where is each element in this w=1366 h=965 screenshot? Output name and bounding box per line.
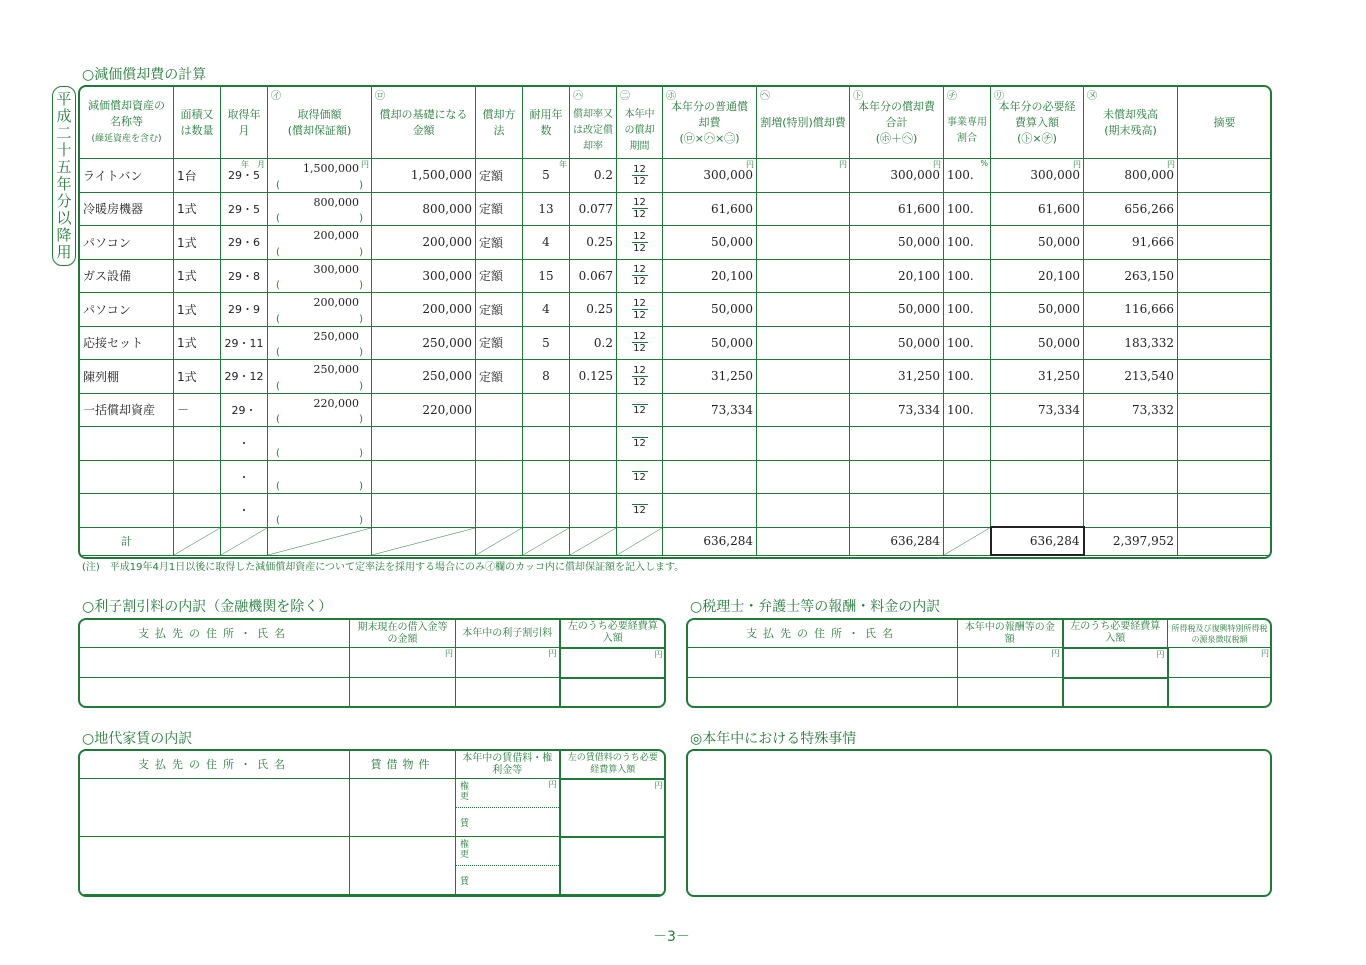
normal-cell[interactable]: 50,000: [663, 293, 757, 327]
total-cell[interactable]: 50,000: [850, 293, 944, 327]
special-cell[interactable]: [757, 192, 850, 226]
basis-cell[interactable]: 220,000: [372, 393, 476, 427]
depreciation-row: [80, 293, 1272, 327]
fees-col-withholding: 所得税及び復興特別所得税の源泉徴収税額: [1168, 620, 1272, 648]
necessary-cell[interactable]: 50,000: [991, 293, 1084, 327]
header-acq-cost: ㋑ 取得価額 (償却保証額): [268, 87, 372, 159]
rate-cell[interactable]: [570, 393, 617, 427]
remaining-cell[interactable]: [1084, 494, 1178, 528]
months-cell[interactable]: 12 12: [617, 159, 663, 193]
acq-date-cell[interactable]: 29・: [221, 393, 268, 427]
special-circumstances-box[interactable]: [686, 749, 1272, 897]
rent-col-rent: 本年中の賃借料・権利金等: [456, 751, 560, 779]
months-cell[interactable]: 12: [617, 393, 663, 427]
biz-cell[interactable]: 100.: [944, 192, 991, 226]
interest-title: ○利子割引料の内訳（金融機関を除く）: [82, 599, 333, 615]
acq-date-cell[interactable]: 29・5: [221, 192, 268, 226]
asset-name-cell[interactable]: パソコン: [80, 226, 174, 260]
depreciation-row: [80, 360, 1272, 394]
life-cell[interactable]: 年 5: [523, 159, 570, 193]
header-special: ㋬ 割増(特別)償却費: [757, 87, 850, 159]
interest-balance-cell[interactable]: 円: [350, 648, 456, 678]
life-cell[interactable]: 15: [523, 259, 570, 293]
biz-cell[interactable]: [944, 460, 991, 494]
months-cell[interactable]: 12: [617, 460, 663, 494]
method-cell[interactable]: [476, 494, 523, 528]
fees-necessary-cell[interactable]: [1063, 678, 1168, 708]
remarks-cell[interactable]: [1178, 460, 1272, 494]
asset-name-cell[interactable]: [80, 427, 174, 461]
rate-cell[interactable]: [570, 460, 617, 494]
rent-chin-label: 賃: [460, 819, 470, 829]
rent-col-property: 賃借物件: [350, 751, 456, 779]
method-cell[interactable]: 定額: [476, 192, 523, 226]
fees-col-amount: 本年中の報酬等の金額: [958, 620, 1063, 648]
months-cell[interactable]: 12 12: [617, 192, 663, 226]
normal-cell[interactable]: 61,600: [663, 192, 757, 226]
total-remarks: [1178, 527, 1272, 555]
normal-cell[interactable]: 20,100: [663, 259, 757, 293]
total-cell[interactable]: [850, 427, 944, 461]
interest-col-necessary: 左のうち必要経費算入額: [560, 620, 666, 648]
rent-necessary-cell[interactable]: 円: [560, 779, 666, 837]
remaining-cell[interactable]: 91,666: [1084, 226, 1178, 260]
method-cell[interactable]: 定額: [476, 360, 523, 394]
rate-cell[interactable]: 0.125: [570, 360, 617, 394]
interest-interest-cell[interactable]: [456, 678, 560, 708]
depreciation-note: (注) 平成19年4月1日以後に取得した減価償却資産について定率法を採用する場合にのみ㋑欄のカッコ内に償却保証額を記入します。: [82, 562, 685, 573]
total-diag-life: [523, 527, 570, 555]
rent-table-frame: [78, 749, 666, 897]
acq-cost-cell[interactable]: ( ): [268, 494, 372, 528]
depreciation-row: [80, 393, 1272, 427]
remaining-cell[interactable]: 656,266: [1084, 192, 1178, 226]
asset-name-cell[interactable]: パソコン: [80, 293, 174, 327]
months-cell[interactable]: 12 12: [617, 326, 663, 360]
remaining-cell[interactable]: 183,332: [1084, 326, 1178, 360]
remarks-cell[interactable]: [1178, 393, 1272, 427]
asset-name-cell[interactable]: ライトバン: [80, 159, 174, 193]
necessary-cell[interactable]: 73,334: [991, 393, 1084, 427]
acq-date-cell[interactable]: ・: [221, 494, 268, 528]
fees-payee-cell[interactable]: [688, 648, 958, 678]
page-number: －3－: [653, 929, 690, 945]
life-cell[interactable]: [523, 393, 570, 427]
asset-name-cell[interactable]: 一括償却資産: [80, 393, 174, 427]
rent-amount-cell[interactable]: [456, 837, 560, 895]
months-cell[interactable]: 12 12: [617, 360, 663, 394]
months-cell[interactable]: 12 12: [617, 293, 663, 327]
life-cell[interactable]: [523, 494, 570, 528]
rent-payee-cell[interactable]: [80, 779, 350, 837]
remaining-cell[interactable]: [1084, 460, 1178, 494]
life-cell[interactable]: 4: [523, 293, 570, 327]
asset-name-cell[interactable]: 応接セット: [80, 326, 174, 360]
form-edition-chars: 平 成 二 十 五 年 分 以 降 用: [56, 90, 72, 261]
normal-cell[interactable]: 73,334: [663, 393, 757, 427]
biz-cell[interactable]: [944, 494, 991, 528]
interest-interest-cell[interactable]: 円: [456, 648, 560, 678]
fees-table: [687, 619, 1272, 708]
total-normal: 636,284: [663, 527, 757, 555]
total-diag-basis: [372, 527, 476, 555]
total-cell[interactable]: 円 300,000: [850, 159, 944, 193]
total-cell[interactable]: 31,250: [850, 360, 944, 394]
fees-col-payee: 支払先の住所・氏名: [688, 620, 958, 648]
remarks-cell[interactable]: [1178, 226, 1272, 260]
header-biz: ㋠ 事業専用割合: [944, 87, 991, 159]
fees-row: [688, 678, 1272, 708]
remaining-cell[interactable]: 263,150: [1084, 259, 1178, 293]
biz-cell[interactable]: 100.: [944, 393, 991, 427]
method-cell[interactable]: [476, 427, 523, 461]
necessary-cell[interactable]: [991, 427, 1084, 461]
asset-name-cell[interactable]: 陳列棚: [80, 360, 174, 394]
header-rate: ㋩ 償却率又は改定償却率: [570, 87, 617, 159]
fees-col-necessary: 左のうち必要経費算入額: [1063, 620, 1168, 648]
method-cell[interactable]: [476, 460, 523, 494]
special-title: ◎本年中における特殊事情: [690, 731, 857, 747]
asset-name-cell[interactable]: [80, 494, 174, 528]
depreciation-table-frame: [78, 85, 1272, 559]
remarks-cell[interactable]: [1178, 159, 1272, 193]
acq-cost-cell[interactable]: 800,000 ( ): [268, 192, 372, 226]
rent-kenri-label: 権更: [460, 782, 470, 802]
interest-row: [80, 678, 666, 708]
life-cell[interactable]: 4: [523, 226, 570, 260]
acq-date-cell[interactable]: 29・11: [221, 326, 268, 360]
remarks-cell[interactable]: [1178, 360, 1272, 394]
interest-necessary-cell[interactable]: [560, 678, 666, 708]
necessary-cell[interactable]: 50,000: [991, 326, 1084, 360]
header-basis: ㋺ 償却の基礎になる金額: [372, 87, 476, 159]
total-necessary: 636,284: [991, 527, 1084, 555]
special-cell[interactable]: [757, 460, 850, 494]
months-cell[interactable]: 12: [617, 494, 663, 528]
interest-necessary-cell[interactable]: 円: [560, 648, 666, 678]
biz-cell[interactable]: % 100.: [944, 159, 991, 193]
total-diag-date: [221, 527, 268, 555]
biz-cell[interactable]: 100.: [944, 226, 991, 260]
rent-row: [80, 837, 666, 895]
acq-date-cell[interactable]: 29・6: [221, 226, 268, 260]
necessary-cell[interactable]: [991, 460, 1084, 494]
acq-cost-cell[interactable]: 220,000 ( ): [268, 393, 372, 427]
life-cell[interactable]: 8: [523, 360, 570, 394]
remarks-cell[interactable]: [1178, 293, 1272, 327]
rent-property-cell[interactable]: [350, 779, 456, 837]
fees-amount-cell[interactable]: [958, 678, 1063, 708]
normal-cell[interactable]: [663, 460, 757, 494]
normal-cell[interactable]: [663, 494, 757, 528]
basis-cell[interactable]: 300,000: [372, 259, 476, 293]
basis-cell[interactable]: [372, 460, 476, 494]
acq-date-cell[interactable]: ・: [221, 460, 268, 494]
acq-cost-cell[interactable]: 250,000 ( ): [268, 326, 372, 360]
method-cell[interactable]: [476, 393, 523, 427]
total-diag-rate: [570, 527, 617, 555]
acq-cost-cell[interactable]: 200,000 ( ): [268, 293, 372, 327]
fees-necessary-cell[interactable]: 円: [1063, 648, 1168, 678]
fees-withholding-cell[interactable]: 円: [1168, 648, 1272, 678]
rate-cell[interactable]: 0.2: [570, 326, 617, 360]
qty-cell[interactable]: 1式: [174, 293, 221, 327]
total-cell[interactable]: [850, 494, 944, 528]
rent-property-cell[interactable]: [350, 837, 456, 895]
depreciation-row: [80, 259, 1272, 293]
total-diag-qty: [174, 527, 221, 555]
remarks-cell[interactable]: [1178, 494, 1272, 528]
depreciation-row: [80, 192, 1272, 226]
basis-cell[interactable]: 200,000: [372, 226, 476, 260]
necessary-cell[interactable]: 20,100: [991, 259, 1084, 293]
depreciation-row: [80, 427, 1272, 461]
rent-table: [79, 750, 666, 895]
rate-cell[interactable]: [570, 494, 617, 528]
basis-cell[interactable]: 200,000: [372, 293, 476, 327]
necessary-cell[interactable]: 円 300,000: [991, 159, 1084, 193]
qty-cell[interactable]: 1式: [174, 326, 221, 360]
special-cell[interactable]: [757, 393, 850, 427]
basis-cell[interactable]: 250,000: [372, 360, 476, 394]
acq-cost-cell[interactable]: 1,500,000 ( ) 円: [268, 159, 372, 193]
depreciation-header-row: [80, 87, 1272, 159]
total-diag-biz: [944, 527, 991, 555]
rent-necessary-cell[interactable]: [560, 837, 666, 895]
remarks-cell[interactable]: [1178, 427, 1272, 461]
header-area-qty: 面積又は数量: [174, 87, 221, 159]
remarks-cell[interactable]: [1178, 326, 1272, 360]
interest-table: [79, 619, 666, 708]
normal-cell[interactable]: 31,250: [663, 360, 757, 394]
normal-cell[interactable]: 円 300,000: [663, 159, 757, 193]
rent-chin-label: 賃: [460, 877, 470, 887]
special-cell[interactable]: [757, 360, 850, 394]
rate-cell[interactable]: [570, 427, 617, 461]
rate-cell[interactable]: 0.067: [570, 259, 617, 293]
qty-cell[interactable]: [174, 460, 221, 494]
rent-col-necessary: 左の賃借料のうち必要経費算入額: [560, 751, 666, 779]
necessary-cell[interactable]: 61,600: [991, 192, 1084, 226]
special-cell[interactable]: [757, 259, 850, 293]
necessary-cell[interactable]: 31,250: [991, 360, 1084, 394]
acq-date-cell[interactable]: 29・9: [221, 293, 268, 327]
depreciation-row: [80, 226, 1272, 260]
depreciation-row: [80, 326, 1272, 360]
remaining-cell[interactable]: 73,332: [1084, 393, 1178, 427]
acq-date-cell[interactable]: 29・8: [221, 259, 268, 293]
biz-cell[interactable]: 100.: [944, 326, 991, 360]
total-diag-method: [476, 527, 523, 555]
method-cell[interactable]: 定額: [476, 326, 523, 360]
acq-date-cell[interactable]: 29・12: [221, 360, 268, 394]
necessary-cell[interactable]: [991, 494, 1084, 528]
header-method: 償却方法: [476, 87, 523, 159]
normal-cell[interactable]: 50,000: [663, 226, 757, 260]
qty-cell[interactable]: －: [174, 393, 221, 427]
life-cell[interactable]: 5: [523, 326, 570, 360]
total-diag-months: [617, 527, 663, 555]
qty-cell[interactable]: 1式: [174, 192, 221, 226]
header-remarks: 摘要: [1178, 87, 1272, 159]
basis-cell[interactable]: 800,000: [372, 192, 476, 226]
months-cell[interactable]: 12 12: [617, 226, 663, 260]
header-normal: ㋭ 本年分の普通償却費 (㋺×㋩×㊁): [663, 87, 757, 159]
header-necessary: ㋷ 本年分の必要経費算入額 (㋣×㋠): [991, 87, 1084, 159]
rent-title: ○地代家賃の内訳: [82, 731, 193, 747]
acq-cost-cell[interactable]: 250,000 ( ): [268, 360, 372, 394]
depreciation-row: [80, 159, 1272, 193]
interest-col-interest: 本年中の利子割引料: [456, 620, 560, 648]
total-special: [757, 527, 850, 555]
qty-cell[interactable]: 1式: [174, 360, 221, 394]
interest-col-payee: 支払先の住所・氏名: [80, 620, 350, 648]
fees-amount-cell[interactable]: 円: [958, 648, 1063, 678]
special-cell[interactable]: [757, 427, 850, 461]
months-cell[interactable]: 12: [617, 427, 663, 461]
interest-row: [80, 648, 666, 678]
form-edition-label: [52, 86, 76, 266]
biz-cell[interactable]: 100.: [944, 360, 991, 394]
biz-cell[interactable]: 100.: [944, 293, 991, 327]
special-cell[interactable]: [757, 494, 850, 528]
rent-payee-cell[interactable]: [80, 837, 350, 895]
total-cell[interactable]: 50,000: [850, 326, 944, 360]
asset-name-cell[interactable]: ガス設備: [80, 259, 174, 293]
acq-cost-cell[interactable]: 200,000 ( ): [268, 226, 372, 260]
normal-cell[interactable]: [663, 427, 757, 461]
special-cell[interactable]: [757, 293, 850, 327]
acq-cost-cell[interactable]: ( ): [268, 427, 372, 461]
interest-payee-cell[interactable]: [80, 648, 350, 678]
basis-cell[interactable]: 250,000: [372, 326, 476, 360]
rate-cell[interactable]: 0.25: [570, 293, 617, 327]
biz-cell[interactable]: [944, 427, 991, 461]
interest-table-frame: [78, 618, 666, 708]
life-cell[interactable]: [523, 427, 570, 461]
interest-payee-cell[interactable]: [80, 678, 350, 708]
rate-cell[interactable]: 0.077: [570, 192, 617, 226]
method-cell[interactable]: 定額: [476, 293, 523, 327]
basis-cell[interactable]: [372, 494, 476, 528]
life-cell[interactable]: [523, 460, 570, 494]
normal-cell[interactable]: 50,000: [663, 326, 757, 360]
fees-table-frame: [686, 618, 1272, 708]
remaining-cell[interactable]: [1084, 427, 1178, 461]
total-cell[interactable]: [850, 460, 944, 494]
method-cell[interactable]: 定額: [476, 226, 523, 260]
necessary-cell[interactable]: 50,000: [991, 226, 1084, 260]
asset-name-cell[interactable]: 冷暖房機器: [80, 192, 174, 226]
fees-title: ○税理士・弁護士等の報酬・料金の内訳: [690, 599, 941, 615]
depreciation-row: [80, 460, 1272, 494]
fees-payee-cell[interactable]: [688, 678, 958, 708]
special-cell[interactable]: [757, 326, 850, 360]
acq-cost-cell[interactable]: ( ): [268, 460, 372, 494]
rent-col-payee: 支払先の住所・氏名: [80, 751, 350, 779]
remarks-cell[interactable]: [1178, 259, 1272, 293]
total-diag-cost: [268, 527, 372, 555]
qty-cell[interactable]: [174, 494, 221, 528]
header-remaining: ㋦ 未償却残高 (期末残高): [1084, 87, 1178, 159]
qty-cell[interactable]: [174, 427, 221, 461]
total-remaining: 2,397,952: [1084, 527, 1178, 555]
rate-cell[interactable]: 0.2: [570, 159, 617, 193]
header-acq-date: 取得年月: [221, 87, 268, 159]
rent-amount-cell[interactable]: 円 権更 賃: [456, 779, 560, 837]
total-cell[interactable]: 61,600: [850, 192, 944, 226]
basis-cell[interactable]: 1,500,000: [372, 159, 476, 193]
remaining-cell[interactable]: 円 800,000: [1084, 159, 1178, 193]
remaining-cell[interactable]: 213,540: [1084, 360, 1178, 394]
header-total: ㋣ 本年分の償却費合計 (㋭＋㋬): [850, 87, 944, 159]
basis-cell[interactable]: [372, 427, 476, 461]
acq-date-cell[interactable]: ・: [221, 427, 268, 461]
interest-col-balance: 期末現在の借入金等の金額: [350, 620, 456, 648]
acq-date-cell[interactable]: 年 月 29・5: [221, 159, 268, 193]
rent-kenri-label: 権更: [460, 840, 470, 860]
qty-cell[interactable]: 1台: [174, 159, 221, 193]
remarks-cell[interactable]: [1178, 192, 1272, 226]
total-cell[interactable]: 50,000: [850, 226, 944, 260]
depreciation-table: [79, 86, 1272, 556]
qty-cell[interactable]: 1式: [174, 226, 221, 260]
fees-row: [688, 648, 1272, 678]
special-cell[interactable]: [757, 226, 850, 260]
method-cell[interactable]: 定額: [476, 159, 523, 193]
total-total: 636,284: [850, 527, 944, 555]
rent-row: [80, 779, 666, 837]
life-cell[interactable]: 13: [523, 192, 570, 226]
qty-cell[interactable]: 1式: [174, 259, 221, 293]
depreciation-row: [80, 494, 1272, 528]
header-asset-name: 減価償却資産の名称等 (繰延資産を含む): [80, 87, 174, 159]
biz-cell[interactable]: 100.: [944, 259, 991, 293]
asset-name-cell[interactable]: [80, 460, 174, 494]
depreciation-total-row: [80, 527, 1272, 555]
special-cell[interactable]: 円: [757, 159, 850, 193]
total-cell[interactable]: 73,334: [850, 393, 944, 427]
total-cell[interactable]: 20,100: [850, 259, 944, 293]
interest-balance-cell[interactable]: [350, 678, 456, 708]
rate-cell[interactable]: 0.25: [570, 226, 617, 260]
total-label: 計: [80, 527, 174, 555]
method-cell[interactable]: 定額: [476, 259, 523, 293]
remaining-cell[interactable]: 116,666: [1084, 293, 1178, 327]
header-life: 耐用年数: [523, 87, 570, 159]
header-months: ㊁ 本年中の償却期間: [617, 87, 663, 159]
acq-cost-cell[interactable]: 300,000 ( ): [268, 259, 372, 293]
depreciation-title: ○減価償却費の計算: [82, 67, 207, 83]
fees-withholding-cell[interactable]: [1168, 678, 1272, 708]
months-cell[interactable]: 12 12: [617, 259, 663, 293]
